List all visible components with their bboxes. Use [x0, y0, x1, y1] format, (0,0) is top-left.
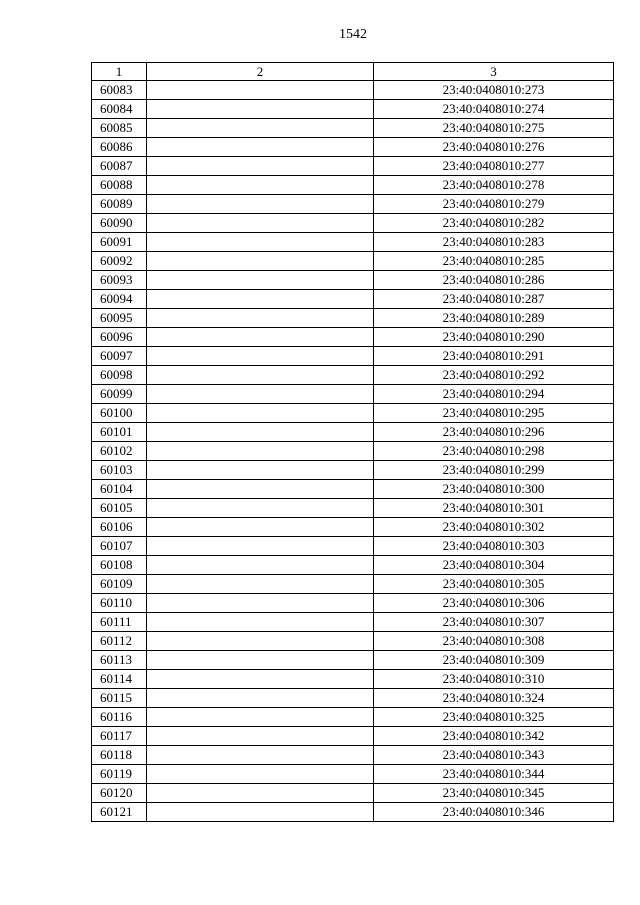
table-row: [92, 385, 614, 404]
row-number-cell: 60113: [92, 651, 147, 670]
empty-cell: [147, 309, 374, 328]
page-number: 1542: [339, 27, 367, 42]
row-number-cell: 60103: [92, 461, 147, 480]
row-number-cell: 60118: [92, 746, 147, 765]
row-number-cell: 60107: [92, 537, 147, 556]
row-number-cell: 60109: [92, 575, 147, 594]
table-row: [92, 689, 614, 708]
table-row: [92, 271, 614, 290]
row-number-cell: 60104: [92, 480, 147, 499]
table-row: [92, 442, 614, 461]
row-number-cell: 60105: [92, 499, 147, 518]
table-row: [92, 176, 614, 195]
table-row: [92, 556, 614, 575]
empty-cell: [147, 575, 374, 594]
empty-cell: [147, 100, 374, 119]
row-number-cell: 60117: [92, 727, 147, 746]
table-row: [92, 195, 614, 214]
table-row: [92, 347, 614, 366]
empty-cell: [147, 271, 374, 290]
row-number-cell: 60094: [92, 290, 147, 309]
cadastral-number-cell: 23:40:0408010:286: [374, 271, 614, 290]
empty-cell: [147, 480, 374, 499]
table-row: [92, 252, 614, 271]
cadastral-number-cell: 23:40:0408010:305: [374, 575, 614, 594]
table-row: [92, 765, 614, 784]
cadastral-number-cell: 23:40:0408010:292: [374, 366, 614, 385]
empty-cell: [147, 727, 374, 746]
empty-cell: [147, 290, 374, 309]
empty-cell: [147, 461, 374, 480]
empty-cell: [147, 404, 374, 423]
table-row: [92, 632, 614, 651]
cadastral-number-cell: 23:40:0408010:342: [374, 727, 614, 746]
column-header-2: 2: [147, 63, 374, 81]
row-number-cell: 60091: [92, 233, 147, 252]
table-row: [92, 404, 614, 423]
empty-cell: [147, 784, 374, 803]
table-row: [92, 537, 614, 556]
row-number-cell: 60093: [92, 271, 147, 290]
table-row: [92, 423, 614, 442]
row-number-cell: 60087: [92, 157, 147, 176]
table-header: [92, 63, 614, 81]
row-number-cell: 60098: [92, 366, 147, 385]
empty-cell: [147, 594, 374, 613]
cadastral-number-cell: 23:40:0408010:278: [374, 176, 614, 195]
empty-cell: [147, 537, 374, 556]
empty-cell: [147, 499, 374, 518]
table-row: [92, 613, 614, 632]
cadastral-number-cell: 23:40:0408010:307: [374, 613, 614, 632]
row-number-cell: 60114: [92, 670, 147, 689]
header-row: [92, 63, 614, 81]
table-row: [92, 651, 614, 670]
empty-cell: [147, 385, 374, 404]
table-row: [92, 328, 614, 347]
cadastral-number-cell: 23:40:0408010:290: [374, 328, 614, 347]
empty-cell: [147, 632, 374, 651]
row-number-cell: 60090: [92, 214, 147, 233]
empty-cell: [147, 689, 374, 708]
table-row: [92, 138, 614, 157]
row-number-cell: 60095: [92, 309, 147, 328]
table-row: [92, 746, 614, 765]
table-row: [92, 119, 614, 138]
cadastral-number-cell: 23:40:0408010:273: [374, 81, 614, 100]
row-number-cell: 60110: [92, 594, 147, 613]
empty-cell: [147, 708, 374, 727]
cadastral-number-cell: 23:40:0408010:287: [374, 290, 614, 309]
table-row: [92, 499, 614, 518]
table-row: [92, 81, 614, 100]
row-number-cell: 60101: [92, 423, 147, 442]
cadastral-number-cell: 23:40:0408010:285: [374, 252, 614, 271]
row-number-cell: 60112: [92, 632, 147, 651]
empty-cell: [147, 746, 374, 765]
row-number-cell: 60083: [92, 81, 147, 100]
table-row: [92, 575, 614, 594]
table-row: [92, 309, 614, 328]
row-number-cell: 60096: [92, 328, 147, 347]
cadastral-number-cell: 23:40:0408010:301: [374, 499, 614, 518]
empty-cell: [147, 442, 374, 461]
table-row: [92, 100, 614, 119]
cadastral-number-cell: 23:40:0408010:282: [374, 214, 614, 233]
column-header-3: 3: [374, 63, 614, 81]
row-number-cell: 60115: [92, 689, 147, 708]
row-number-cell: 60108: [92, 556, 147, 575]
row-number-cell: 60119: [92, 765, 147, 784]
cadastral-number-cell: 23:40:0408010:343: [374, 746, 614, 765]
registry-table: [91, 62, 614, 822]
row-number-cell: 60088: [92, 176, 147, 195]
row-number-cell: 60099: [92, 385, 147, 404]
cadastral-number-cell: 23:40:0408010:289: [374, 309, 614, 328]
empty-cell: [147, 233, 374, 252]
table-row: [92, 727, 614, 746]
empty-cell: [147, 765, 374, 784]
empty-cell: [147, 81, 374, 100]
row-number-cell: 60120: [92, 784, 147, 803]
table-row: [92, 233, 614, 252]
cadastral-number-cell: 23:40:0408010:304: [374, 556, 614, 575]
cadastral-number-cell: 23:40:0408010:291: [374, 347, 614, 366]
row-number-cell: 60116: [92, 708, 147, 727]
empty-cell: [147, 157, 374, 176]
table-body: [92, 81, 614, 822]
table-row: [92, 290, 614, 309]
row-number-cell: 60089: [92, 195, 147, 214]
cadastral-number-cell: 23:40:0408010:306: [374, 594, 614, 613]
cadastral-number-cell: 23:40:0408010:298: [374, 442, 614, 461]
cadastral-number-cell: 23:40:0408010:309: [374, 651, 614, 670]
cadastral-number-cell: 23:40:0408010:299: [374, 461, 614, 480]
cadastral-number-cell: 23:40:0408010:274: [374, 100, 614, 119]
table-row: [92, 803, 614, 822]
row-number-cell: 60111: [92, 613, 147, 632]
row-number-cell: 60100: [92, 404, 147, 423]
table-row: [92, 461, 614, 480]
empty-cell: [147, 556, 374, 575]
row-number-cell: 60085: [92, 119, 147, 138]
table-row: [92, 480, 614, 499]
row-number-cell: 60086: [92, 138, 147, 157]
empty-cell: [147, 423, 374, 442]
cadastral-number-cell: 23:40:0408010:276: [374, 138, 614, 157]
cadastral-number-cell: 23:40:0408010:310: [374, 670, 614, 689]
empty-cell: [147, 651, 374, 670]
table-row: [92, 708, 614, 727]
table-row: [92, 784, 614, 803]
empty-cell: [147, 252, 374, 271]
cadastral-number-cell: 23:40:0408010:277: [374, 157, 614, 176]
empty-cell: [147, 803, 374, 822]
empty-cell: [147, 518, 374, 537]
row-number-cell: 60097: [92, 347, 147, 366]
empty-cell: [147, 119, 374, 138]
cadastral-number-cell: 23:40:0408010:275: [374, 119, 614, 138]
cadastral-number-cell: 23:40:0408010:344: [374, 765, 614, 784]
column-header-1: 1: [92, 63, 147, 81]
table-row: [92, 214, 614, 233]
cadastral-number-cell: 23:40:0408010:279: [374, 195, 614, 214]
cadastral-number-cell: 23:40:0408010:324: [374, 689, 614, 708]
row-number-cell: 60102: [92, 442, 147, 461]
empty-cell: [147, 328, 374, 347]
empty-cell: [147, 670, 374, 689]
empty-cell: [147, 214, 374, 233]
empty-cell: [147, 347, 374, 366]
cadastral-number-cell: 23:40:0408010:283: [374, 233, 614, 252]
cadastral-number-cell: 23:40:0408010:296: [374, 423, 614, 442]
cadastral-number-cell: 23:40:0408010:302: [374, 518, 614, 537]
cadastral-number-cell: 23:40:0408010:345: [374, 784, 614, 803]
table-row: [92, 157, 614, 176]
empty-cell: [147, 613, 374, 632]
row-number-cell: 60106: [92, 518, 147, 537]
empty-cell: [147, 195, 374, 214]
empty-cell: [147, 366, 374, 385]
cadastral-number-cell: 23:40:0408010:308: [374, 632, 614, 651]
empty-cell: [147, 138, 374, 157]
table-row: [92, 518, 614, 537]
cadastral-number-cell: 23:40:0408010:325: [374, 708, 614, 727]
table-row: [92, 366, 614, 385]
cadastral-number-cell: 23:40:0408010:300: [374, 480, 614, 499]
cadastral-number-cell: 23:40:0408010:294: [374, 385, 614, 404]
row-number-cell: 60121: [92, 803, 147, 822]
cadastral-number-cell: 23:40:0408010:295: [374, 404, 614, 423]
cadastral-number-cell: 23:40:0408010:303: [374, 537, 614, 556]
empty-cell: [147, 176, 374, 195]
row-number-cell: 60092: [92, 252, 147, 271]
table-row: [92, 594, 614, 613]
table-row: [92, 670, 614, 689]
row-number-cell: 60084: [92, 100, 147, 119]
cadastral-number-cell: 23:40:0408010:346: [374, 803, 614, 822]
